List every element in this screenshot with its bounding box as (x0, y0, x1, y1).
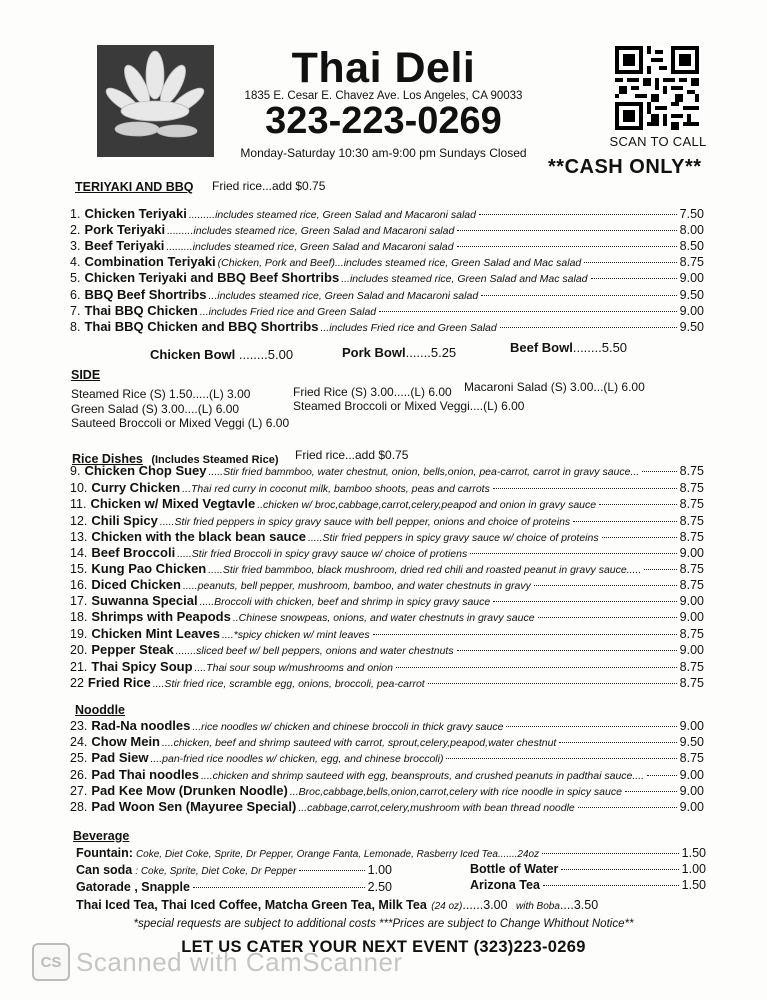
teriyaki-item-leader (457, 246, 677, 247)
teriyaki-item-desc: .........includes steamed rice, Green Salad and Macaroni salad (188, 209, 476, 221)
noodle-item-num: 25. (70, 751, 88, 765)
rice-item-name: Beef Broccoli (91, 545, 176, 560)
rice-item-price: 8.75 (679, 627, 704, 641)
teriyaki-item (70, 254, 704, 270)
rice-item-desc: .....Broccoli with chicken, beef and shrimp in spicy gravy sauce (199, 596, 491, 608)
noodle-item-price: 9.00 (679, 800, 704, 814)
teriyaki-item (70, 287, 704, 303)
noodle-item-desc: ...cabbage,carrot,celery,mushroom with bean thread noodle (298, 802, 575, 814)
teriyaki-item-price: 8.75 (679, 255, 704, 269)
rice-item-price: 8.75 (679, 464, 704, 478)
teriyaki-item-desc: ...includes Fried rice and Green Salad (199, 306, 377, 318)
opening-hours: Monday-Saturday 10:30 am-9:00 pm Sundays Closed (240, 146, 527, 160)
rice-item-name: Shrimps with Peapods (91, 609, 231, 624)
rice-item (70, 545, 704, 561)
noodle-item-name: Pad Thai noodles (91, 767, 200, 782)
rice-item-desc: ..Chinese snowpeas, onions, and water chestnuts in gravy sauce (232, 612, 535, 624)
teriyaki-item-num: 7. (70, 304, 81, 318)
noodle-item-name: Pad Siew (91, 750, 149, 765)
rice-item-desc: .....Stir fried Broccoli in spicy gravy sauce w/ choice of protiens (177, 548, 468, 560)
teriyaki-item-price: 8.00 (679, 223, 704, 237)
teriyaki-item-leader (379, 311, 677, 312)
noodle-item (70, 750, 704, 766)
rice-item-num: 10. (70, 481, 88, 495)
teriyaki-item-leader (500, 327, 677, 328)
restaurant-address: 1835 E. Cesar E. Chavez Ave. Los Angeles, CA 90033 (244, 90, 523, 102)
teriyaki-item-name: Chicken Teriyaki and BBQ Beef Shortribs (84, 270, 340, 285)
teriyaki-fried-rice-note: Fried rice...add $0.75 (212, 179, 326, 193)
rice-item-price: 9.00 (679, 610, 704, 624)
beverage-bottle-water: Bottle of Water 1.00 (470, 862, 706, 876)
noodle-item-num: 23. (70, 719, 88, 733)
side-green-salad: Green Salad (S) 3.00....(L) 6.00 (71, 402, 240, 416)
rice-item (70, 480, 704, 496)
bowl-beef: Beef Bowl........5.50 (510, 340, 628, 355)
rice-item-name: Pepper Steak (91, 642, 174, 657)
rice-item-name: Chicken w/ Mixed Vegtavle (90, 496, 256, 511)
teriyaki-item (70, 270, 704, 286)
noodle-item (70, 734, 704, 750)
rice-item-desc: ....Thai sour soup w/mushrooms and onion (194, 662, 393, 674)
rice-item-price: 8.75 (679, 660, 704, 674)
teriyaki-item (70, 319, 704, 335)
beverage-section-title: Beverage (73, 829, 130, 843)
camscanner-watermark (32, 943, 403, 981)
teriyaki-item (70, 222, 704, 238)
rice-item (70, 529, 704, 545)
noodle-item (70, 767, 704, 783)
rice-item-num: 16. (70, 578, 88, 592)
teriyaki-item-leader (479, 214, 677, 215)
rice-item-desc: ..chicken w/ broc,cabbage,carrot,celery,peapod and onion in gravy sauce (257, 499, 597, 511)
rice-item-leader (493, 488, 677, 489)
beverage-can-soda: Can soda : Coke, Sprite, Diet Coke, Dr Pepper 1.00 (76, 863, 392, 877)
rice-item-num: 18. (70, 610, 88, 624)
rice-item (70, 463, 704, 479)
rice-item-leader (602, 537, 677, 538)
rice-item-leader (538, 617, 677, 618)
rice-item-leader (457, 650, 677, 651)
noodle-item-num: 27. (70, 784, 88, 798)
rice-item-leader (373, 634, 677, 635)
noodle-item-num: 28. (70, 800, 88, 814)
beverage-gatorade: Gatorade , Snapple 2.50 (76, 880, 392, 894)
rice-item-leader (470, 553, 676, 554)
teriyaki-item-leader (584, 262, 676, 263)
bowl-chicken: Chicken Bowl ........5.00 (150, 347, 294, 362)
noodle-item-desc: ....chicken, beef and shrimp sauteed with carrot, sprout,celery,peapod,water chestnut (162, 737, 557, 749)
noodle-item-name: Pad Woon Sen (Mayuree Special) (91, 799, 297, 814)
noodle-section-title: Nooddle (75, 703, 125, 717)
rice-item-name: Diced Chicken (91, 577, 181, 592)
rice-item-price: 8.75 (679, 514, 704, 528)
teriyaki-item-desc: (Chicken, Pork and Beef)...includes steamed rice, Green Salad and Mac salad (217, 257, 582, 269)
teriyaki-item-name: Beef Teriyaki (84, 238, 165, 253)
side-fried-rice: Fried Rice (S) 3.00.....(L) 6.00 (293, 385, 452, 399)
beverage-fountain: Fountain: Coke, Diet Coke, Sprite, Dr Pepper, Orange Fanta, Lemonade, Rasberry Iced Tea.......24oz 1.50 (76, 846, 706, 860)
camscanner-logo-icon: CS (32, 943, 70, 981)
bowl-pork: Pork Bowl.......5.25 (342, 345, 457, 360)
teriyaki-item-name: Chicken Teriyaki (84, 206, 187, 221)
noodle-item-desc: ...Broc,cabbage,bells,onion,carrot,celery with rice noodle in spicy sauce (289, 786, 622, 798)
rice-item-price: 9.00 (679, 643, 704, 657)
camscanner-watermark-text: Scanned with CamScanner (76, 946, 403, 977)
teriyaki-item-num: 8. (70, 320, 81, 334)
noodle-item-desc: ....pan-fried rice noodles w/ chicken, egg, and chinese broccoli) (150, 753, 444, 765)
rice-item (70, 642, 704, 658)
teriyaki-item-price: 9.00 (679, 304, 704, 318)
rice-item-price: 8.75 (679, 562, 704, 576)
rice-item-num: 9. (70, 464, 81, 478)
rice-item-desc: ...Thai red curry in coconut milk, bamboo shoots, peas and carrots (182, 483, 490, 495)
teriyaki-item-name: Thai BBQ Chicken and BBQ Shortribs (84, 319, 319, 334)
rice-item-num: 21. (70, 660, 88, 674)
teriyaki-item-num: 2. (70, 223, 81, 237)
teriyaki-item-desc: .........includes steamed rice, Green Salad and Macaroni salad (166, 241, 454, 253)
noodle-item-num: 26. (70, 768, 88, 782)
noodle-item-leader (647, 775, 677, 776)
rice-item-desc: ....*spicy chicken w/ mint leaves (222, 629, 370, 641)
teriyaki-item-num: 6. (70, 288, 81, 302)
side-macaroni-salad: Macaroni Salad (S) 3.00...(L) 6.00 (464, 380, 645, 394)
rice-item (70, 609, 704, 625)
rice-item-desc: .....Stir fried bammboo, water chestnut, onion, bells,onion, pea-carrot, carrot in gravy sauce... (208, 466, 640, 478)
rice-item-name: Fried Rice (87, 675, 151, 690)
teriyaki-item-name: Pork Teriyaki (84, 222, 166, 237)
noodle-item-leader (446, 758, 676, 759)
rice-item-name: Suwanna Special (91, 593, 198, 608)
noodle-item-desc: ....chicken and shrimp sauteed with egg, beansprouts, and crushed peanuts in padthai sauce.... (201, 770, 645, 782)
noodle-item-price: 9.50 (679, 735, 704, 749)
rice-item (70, 626, 704, 642)
rice-item-num: 13. (70, 530, 88, 544)
noodle-item-name: Chow Mein (91, 734, 160, 749)
rice-item (70, 561, 704, 577)
teriyaki-item-desc: ...includes steamed rice, Green Salad and Macaroni salad (208, 290, 479, 302)
teriyaki-item-desc: .........includes steamed rice, Green Salad and Macaroni salad (167, 225, 455, 237)
teriyaki-item (70, 238, 704, 254)
rice-item-desc: .....peanuts, bell pepper, mushroom, bamboo, and water chestnuts in gravy (182, 580, 531, 592)
rice-item-desc: .....Stir fried bammboo, black mushroom, dried red chili and roasted peanut in gravy sauce..... (208, 564, 642, 576)
teriyaki-item-num: 4. (70, 255, 81, 269)
footer-special-requests-note: *special requests are subject to additional costs ***Prices are subject to Change Whithout Notice** (133, 918, 634, 930)
rice-item-num: 15. (70, 562, 88, 576)
teriyaki-item-price: 8.50 (679, 239, 704, 253)
teriyaki-item-desc: ...includes Fried rice and Green Salad (320, 322, 497, 334)
noodle-item-name: Rad-Na noodles (91, 718, 191, 733)
rice-item-name: Kung Pao Chicken (91, 561, 207, 576)
rice-item (70, 675, 704, 691)
restaurant-name: Thai Deli (291, 44, 476, 92)
teriyaki-item-leader (481, 295, 676, 296)
rice-item-leader (642, 471, 676, 472)
noodle-item-name: Pad Kee Mow (Drunken Noodle) (91, 783, 288, 798)
rice-item-leader (396, 667, 677, 668)
side-steamed-broccoli: Steamed Broccoli or Mixed Veggi....(L) 6.00 (293, 399, 525, 413)
teriyaki-item-name: BBQ Beef Shortribs (84, 287, 207, 302)
noodle-item (70, 799, 704, 815)
restaurant-phone: 323-223-0269 (265, 100, 502, 142)
noodle-item-price: 8.75 (679, 751, 704, 765)
side-steamed-rice: Steamed Rice (S) 1.50.....(L) 3.00 (71, 387, 251, 401)
rice-fried-rice-note: Fried rice...add $0.75 (295, 448, 409, 462)
qr-code-icon (615, 46, 699, 130)
rice-item-name: Chicken with the black bean sauce (91, 529, 306, 544)
rice-item-leader (644, 569, 676, 570)
teriyaki-item-name: Combination Teriyaki (84, 254, 216, 269)
rice-item-price: 8.75 (679, 481, 704, 495)
rice-item-price: 8.75 (679, 530, 704, 544)
cash-only-label: **CASH ONLY** (548, 156, 702, 178)
rice-item-desc: .......sliced beef w/ bell peppers, onions and water chestnuts (175, 645, 454, 657)
noodle-item-leader (506, 726, 676, 727)
rice-item-desc: .....Stir fried peppers in spicy gravy sauce w/ choice of proteins (307, 532, 599, 544)
side-section-title: SIDE (71, 368, 101, 382)
rice-item-price: 8.75 (679, 497, 704, 511)
rice-item-name: Chicken Chop Suey (84, 463, 207, 478)
teriyaki-item-leader (457, 230, 676, 231)
teriyaki-section-title: TERIYAKI AND BBQ (75, 180, 194, 194)
rice-item-leader (493, 601, 676, 602)
rice-item (70, 593, 704, 609)
rice-item (70, 577, 704, 593)
rice-item-name: Curry Chicken (91, 480, 181, 495)
rice-item-price: 8.75 (679, 578, 704, 592)
teriyaki-item-name: Thai BBQ Chicken (84, 303, 198, 318)
teriyaki-item-num: 3. (70, 239, 81, 253)
noodle-item-num: 24. (70, 735, 88, 749)
scan-to-call-label: SCAN TO CALL (609, 134, 707, 149)
rice-item-num: 19. (70, 627, 88, 641)
rice-item (70, 659, 704, 675)
noodle-item-price: 9.00 (679, 784, 704, 798)
rice-item-leader (534, 585, 677, 586)
teriyaki-item-price: 7.50 (679, 207, 704, 221)
rice-item-desc: ....Stir fried rice, scramble egg, onions, broccoli, pea-carrot (152, 678, 425, 690)
footer-cater-banner: LET US CATER YOUR NEXT EVENT (323)223-0269 (181, 938, 586, 956)
beverage-thai-tea: Thai Iced Tea, Thai Iced Coffee, Matcha Green Tea, Milk Tea (24 oz)......3.00 with Boba....3.50 (76, 898, 599, 912)
rice-item (70, 496, 704, 512)
noodle-item (70, 718, 704, 734)
rice-item-name: Thai Spicy Soup (91, 659, 193, 674)
teriyaki-item-num: 1. (70, 207, 81, 221)
rice-item-name: Chili Spicy (91, 513, 158, 528)
rice-item-leader (573, 521, 676, 522)
rice-item-desc: .....Stir fried peppers in spicy gravy sauce with bell pepper, onions and choice of proteins (159, 516, 571, 528)
rice-item-num: 14. (70, 546, 88, 560)
rice-item-leader (599, 504, 677, 505)
noodle-item (70, 783, 704, 799)
teriyaki-item-price: 9.50 (679, 288, 704, 302)
rice-item-name: Chicken Mint Leaves (91, 626, 220, 641)
noodle-item-leader (578, 807, 677, 808)
rice-item-price: 9.00 (679, 546, 704, 560)
rice-item-leader (428, 683, 677, 684)
teriyaki-item-leader (591, 278, 677, 279)
side-sauteed-broccoli: Sauteed Broccoli or Mixed Veggi (L) 6.00 (71, 416, 290, 430)
rice-section-title: Rice Dishes (72, 452, 143, 466)
rice-item (70, 513, 704, 529)
noodle-item-leader (625, 791, 677, 792)
teriyaki-item (70, 303, 704, 319)
rice-item-num: 11. (70, 497, 87, 511)
noodle-item-leader (559, 742, 676, 743)
rice-item-num: 12. (70, 514, 88, 528)
beverage-arizona: Arizona Tea 1.50 (470, 878, 706, 892)
rice-item-price: 8.75 (679, 676, 704, 690)
teriyaki-item (70, 206, 704, 222)
rice-item-num: 22 (70, 676, 84, 690)
rice-item-price: 9.00 (679, 594, 704, 608)
teriyaki-item-num: 5. (70, 271, 81, 285)
rice-item-num: 20. (70, 643, 88, 657)
noodle-item-price: 9.00 (679, 768, 704, 782)
noodle-item-desc: ...rice noodles w/ chicken and chinese broccoli in thick gravy sauce (192, 721, 504, 733)
rice-item-num: 17. (70, 594, 88, 608)
teriyaki-item-desc: ...includes steamed rice, Green Salad and Mac salad (341, 273, 588, 285)
teriyaki-item-price: 9.50 (679, 320, 704, 334)
noodle-item-price: 9.00 (679, 719, 704, 733)
teriyaki-item-price: 9.00 (679, 271, 704, 285)
rice-section-subtitle: (Includes Steamed Rice) (151, 454, 279, 466)
